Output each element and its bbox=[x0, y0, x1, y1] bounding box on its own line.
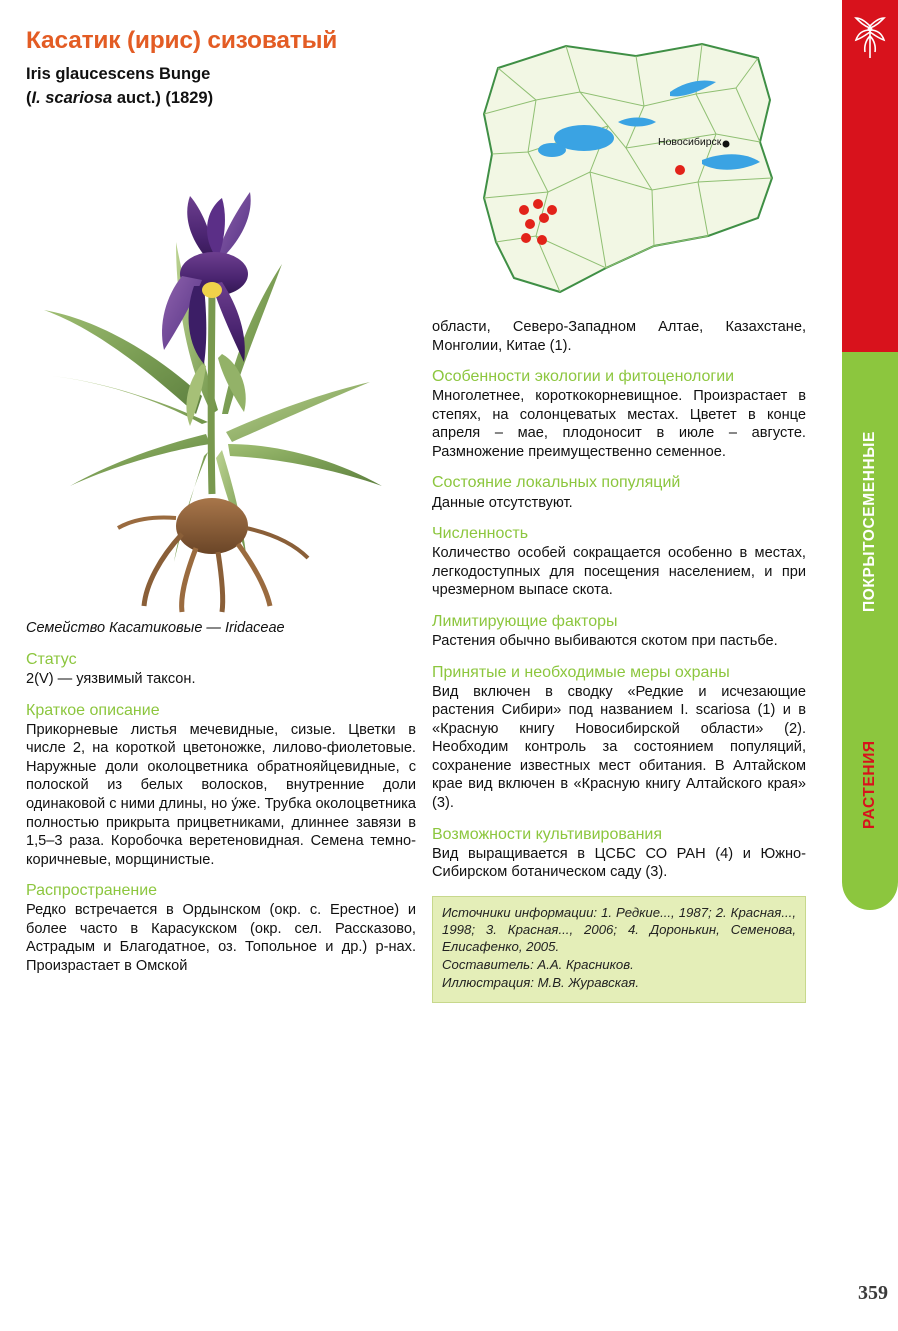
latin-synonym-post: auct.) (1829) bbox=[112, 88, 214, 107]
distribution-map bbox=[440, 22, 804, 310]
page-number: 359 bbox=[858, 1282, 888, 1304]
section-text-abundance: Количество особей сокращается особенно в местах, легкодоступных для посещения населением, и при чрезмерном выпасе скота. bbox=[432, 545, 806, 599]
section-text-ecology: Многолетнее, короткокорневищное. Произрастает в степях, на солонцеватых местах. Цветет в конце апреля – мае, плодоносит в июле – августе. Размножение преимущественно семенное. bbox=[432, 388, 806, 460]
side-band bbox=[842, 0, 898, 1331]
latin-name: Iris glaucescens Bunge bbox=[26, 64, 211, 83]
info-compiler: Составитель: А.А. Красников. bbox=[442, 957, 634, 973]
section-text-cultivation: Вид выращивается в ЦСБС СО РАН (4) и Южно-Сибирском ботаническом саду (3). bbox=[432, 845, 806, 881]
section-text-protection-measures: Вид включен в сводку «Редкие и исчезающие растения Сибири» под названием I. scariosa (1) и в «Красную книгу Новосибирской области» (2). Необходим контроль за состоянием популяций, сохранение известных мест обитания. В Алтайском крае вид включен в «Красную книгу Алтайского края» (3). bbox=[432, 683, 806, 811]
section-text-description: Прикорневые листья мечевидные, сизые. Цветки в числе 2, на короткой цветоножке, лилово-фиолетовые. Наружные доли околоцветника обратнояйцевидные, с полоской из белых волосков, внутренние доли одинаковой с ними длины, но у́же. Трубка околоцветника полностью прикрыта прицветниками, длиннее завязи в 1,5–3 раза. Коробочка веретеновидная. Семена темно-коричневые, морщинистые. bbox=[26, 721, 416, 868]
section-text-status: 2(V) — уязвимый таксон. bbox=[26, 671, 196, 688]
band-label-top: ПОКРЫТОСЕМЕННЫЕ bbox=[861, 431, 878, 613]
plant-illustration bbox=[26, 114, 416, 614]
page-title: Касатик (ирис) сизоватый bbox=[26, 27, 338, 54]
latin-synonym-pre: ( bbox=[26, 88, 32, 107]
section-heading-description: Краткое описание bbox=[26, 701, 160, 719]
section-heading-cultivation: Возможности культивирования bbox=[432, 825, 662, 843]
section-text-populations: Данные отсутствуют. bbox=[432, 494, 573, 511]
section-heading-limiting-factors: Лимитирующие факторы bbox=[432, 612, 618, 630]
left-column bbox=[26, 28, 416, 977]
map-city-label: Новосибирск bbox=[658, 136, 722, 148]
section-text-distribution: Редко встречается в Ордынском (окр. с. Ерестное) и более часто в Карасукском (окр. сел. Рассказово, Астрадым и Благодатное, оз. Топольное и др.) р-нах. Произрастает в Омской bbox=[26, 902, 416, 974]
family-line: Семейство Касатиковые — Iridaceae bbox=[26, 619, 285, 636]
section-heading-status: Статус bbox=[26, 650, 77, 668]
info-sources: Источники информации: 1. Редкие..., 1987; 2. Красная..., 1998; 3. Красная..., 2006; 4. Доронькин, Семенова, Елисафенко, 2005. bbox=[442, 904, 796, 955]
latin-synonym-italic: I. scariosa bbox=[31, 88, 113, 107]
info-box bbox=[432, 896, 806, 1003]
latin-synonym bbox=[26, 89, 416, 108]
distribution-continuation: области, Северо-Западном Алтае, Казахстане, Монголии, Китае (1). bbox=[432, 319, 806, 354]
section-heading-abundance: Численность bbox=[432, 525, 529, 543]
band-label-bottom: РАСТЕНИЯ bbox=[861, 740, 878, 830]
section-heading-ecology: Особенности экологии и фитоценологии bbox=[432, 368, 735, 386]
right-column bbox=[432, 318, 806, 1003]
info-illustration: Иллюстрация: М.В. Журавская. bbox=[442, 975, 640, 991]
section-heading-distribution: Распространение bbox=[26, 882, 158, 900]
flower-logo-icon bbox=[852, 14, 888, 60]
section-heading-populations: Состояние локальных популяций bbox=[432, 474, 681, 492]
section-text-limiting-factors: Растения обычно выбиваются скотом при пастьбе. bbox=[432, 633, 778, 650]
section-heading-protection-measures: Принятые и необходимые меры охраны bbox=[432, 663, 730, 681]
